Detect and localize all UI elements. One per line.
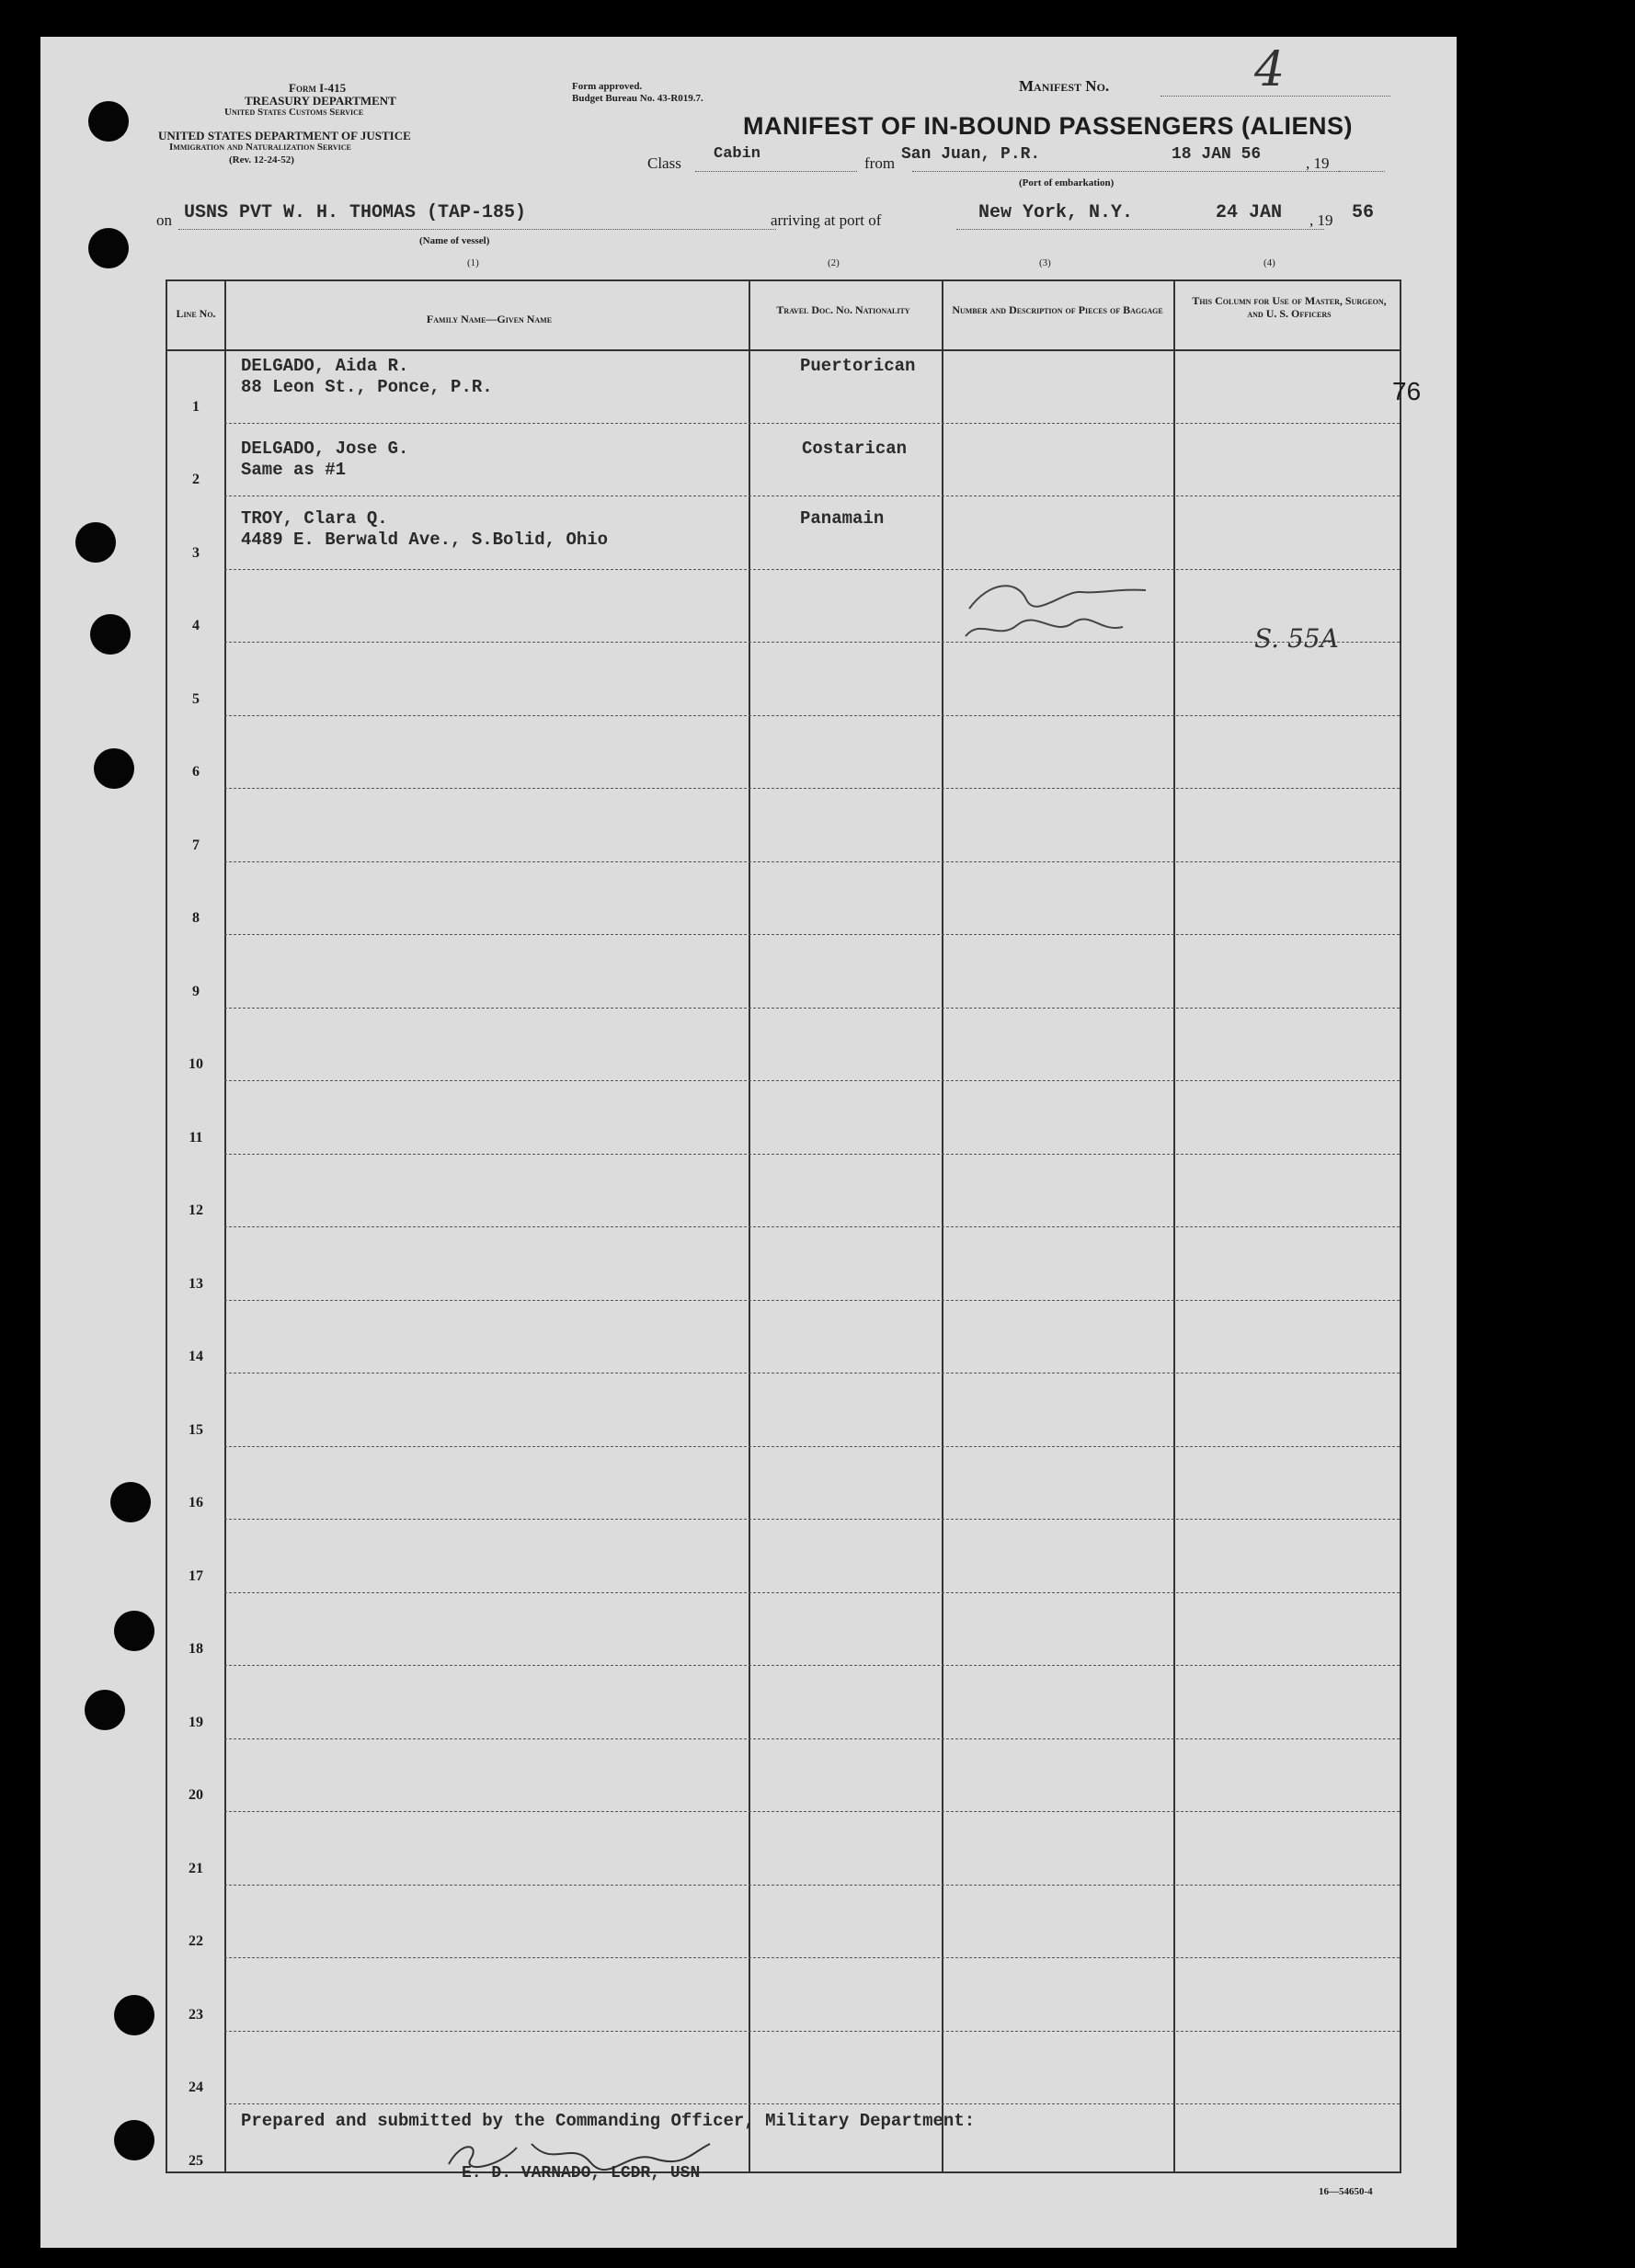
passenger-1-address: 88 Leon St., Ponce, P.R. [241,377,493,397]
line-number: 9 [192,983,200,999]
signer-name: E. D. VARNADO, LCDR, USN [462,2164,701,2183]
row-rule [224,861,1400,862]
row-rule [224,1154,1400,1155]
punch-hole [114,2120,154,2160]
passenger-2-address: Same as #1 [241,460,347,480]
col-num-2: (2) [828,257,840,268]
col-name: Family Name—Given Name [426,313,553,325]
passenger-2-name: DELGADO, Jose G. [241,439,409,459]
arriving-label: arriving at port of [771,211,882,229]
row-rule [224,1811,1400,1812]
row-rule [224,1519,1400,1520]
departure-date: 18 JAN 56 [1172,145,1262,164]
line-number: 25 [189,2152,203,2169]
line-number: 8 [192,910,200,926]
line-number: 11 [189,1129,203,1145]
passenger-1-officer-note: 76 [1392,377,1422,405]
manifest-no-label: Manifest No. [1019,77,1110,95]
punch-hole [114,1611,154,1651]
line-number: 12 [189,1202,203,1218]
punch-hole [88,228,129,268]
punch-hole [85,1690,125,1730]
from-line [912,171,1344,172]
punch-hole [90,614,131,655]
inspector-note: S. 55A [1254,623,1339,654]
row-rule [224,1080,1400,1081]
col-baggage: Number and Description of Pieces of Baggage [952,303,1163,316]
arrival-year-suffix: 56 [1352,202,1375,223]
line-number: 15 [189,1421,203,1438]
col-num-3: (3) [1039,257,1051,268]
line-number: 23 [189,2006,203,2023]
passenger-2-nationality: Costarican [802,439,908,459]
row-rule [224,1665,1400,1666]
punch-hole [110,1482,151,1522]
revision-label: (Rev. 12-24-52) [229,154,294,165]
line-number: 16 [189,1495,203,1510]
class-label: Class [647,154,681,172]
line-number: 17 [189,1567,203,1584]
row-rule [224,1957,1400,1958]
form-number: Form I-415 [289,81,347,95]
line-number: 7 [192,837,200,853]
port-embarkation-caption: (Port of embarkation) [1019,177,1115,188]
budget-bureau: Budget Bureau No. 43-R019.7. [572,93,703,104]
customs-service: United States Customs Service [224,107,364,118]
departure-year-line [1339,171,1385,172]
passenger-3-name: TROY, Clara Q. [241,508,388,529]
row-rule [224,1592,1400,1593]
header-divider [167,349,1400,351]
row-rule [224,1446,1400,1447]
vessel-caption: (Name of vessel) [419,235,490,246]
col-line-no: Line No. [176,307,216,320]
class-line [695,171,857,172]
from-label: from [864,154,896,172]
row-rule [224,1226,1400,1227]
line-number: 5 [192,690,200,707]
on-label: on [156,211,172,229]
departure-year-prefix: , 19 [1306,154,1330,172]
row-rule [224,715,1400,716]
punch-hole [114,1995,154,2035]
line-number: 2 [192,472,200,487]
dept-treasury: TREASURY DEPARTMENT [245,94,396,108]
line-number: 3 [192,544,200,561]
row-rule [224,1008,1400,1009]
dept-justice: UNITED STATES DEPARTMENT OF JUSTICE [158,129,411,142]
punch-hole [94,748,134,789]
passenger-3-nationality: Panamain [800,508,885,529]
form-approved: Form approved. [572,81,643,92]
row-rule [224,1885,1400,1886]
passenger-3-address: 4489 E. Berwald Ave., S.Bolid, Ohio [241,530,609,550]
line-number: 4 [192,618,200,633]
class-value: Cabin [714,145,761,163]
prepared-by: Prepared and submitted by the Commanding Officer, Military Department: [241,2111,976,2131]
line-number: 21 [189,1860,203,1876]
ins-label: Immigration and Naturalization Service [169,142,351,153]
from-port: San Juan, P.R. [901,145,1041,164]
col-travel-doc: Travel Doc. No. Nationality [776,303,910,316]
row-rule [224,2031,1400,2032]
row-rule [224,642,1400,643]
manifest-page [40,37,1457,2248]
line-number: 18 [189,1641,203,1657]
arrival-port: New York, N.Y. [978,202,1134,223]
inspector-signature-icon [962,572,1201,655]
manifest-table [166,279,1422,2183]
print-code: 16—54650-4 [1319,2186,1373,2197]
line-number: 22 [189,1933,203,1949]
punch-hole [75,522,116,563]
vessel-name: USNS PVT W. H. THOMAS (TAP-185) [184,202,527,223]
line-number: 19 [189,1714,203,1730]
arrival-year-prefix: , 19 [1309,211,1333,229]
form-title: MANIFEST OF IN-BOUND PASSENGERS (ALIENS) [743,112,1354,140]
line-number: 10 [189,1056,203,1072]
manifest-number: 4 [1254,42,1286,97]
vessel-line [178,229,776,230]
line-number: 1 [192,398,200,415]
line-number: 14 [189,1349,203,1364]
col-num-4: (4) [1263,257,1275,268]
row-rule [224,1738,1400,1739]
passenger-1-name: DELGADO, Aida R. [241,356,409,376]
line-number: 24 [189,2080,203,2095]
arrival-port-line [956,229,1324,230]
col-officers: This Column for Use of Master, Surgeon, and U. S. Officers [1192,294,1387,320]
row-rule [224,1300,1400,1301]
passenger-1-nationality: Puertorican [800,356,916,376]
line-number: 6 [192,764,200,780]
line-number: 20 [189,1787,203,1803]
line-number: 13 [189,1275,203,1292]
row-rule [224,934,1400,935]
col-num-1: (1) [467,257,479,268]
row-rule [224,569,1400,570]
punch-hole [88,101,129,142]
row-rule [224,423,1400,424]
row-rule [224,2103,1400,2104]
row-rule [224,788,1400,789]
arrival-date: 24 JAN [1216,202,1283,223]
